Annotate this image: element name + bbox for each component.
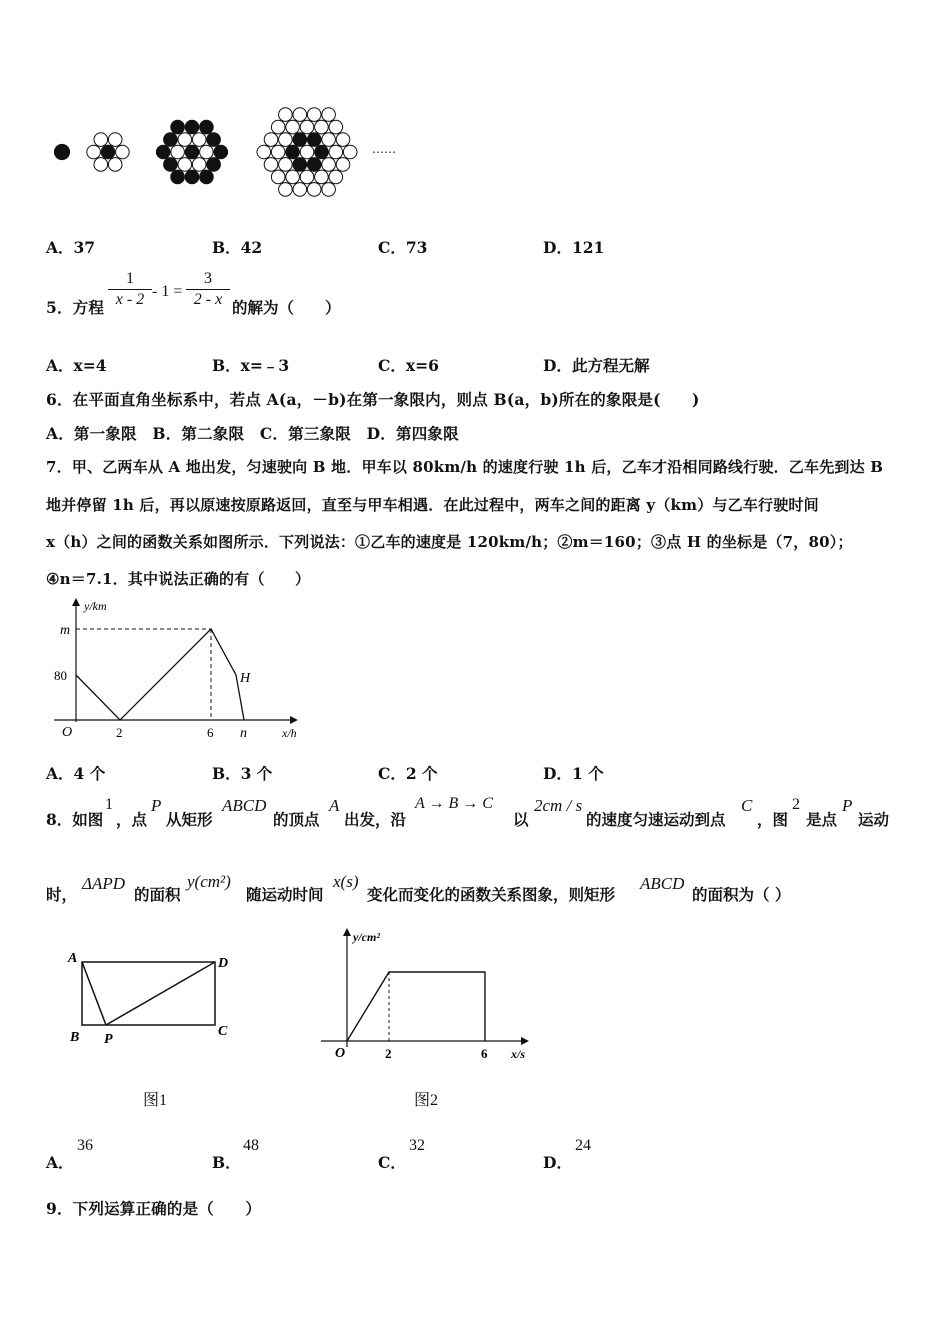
white-dot [322, 158, 336, 172]
q8-line2-a: 时， [46, 885, 78, 904]
q7-y-axis-arrow [72, 598, 80, 606]
black-dot [171, 170, 185, 184]
q5-frac1-denominator: x - 2 [115, 291, 145, 308]
white-dot [271, 120, 285, 134]
q8-option-a-value: 36 [77, 1137, 93, 1154]
white-dot [300, 120, 314, 134]
q5-option-d: D．此方程无解 [543, 356, 650, 375]
white-dot [322, 133, 336, 147]
q5-fraction-1 [108, 270, 152, 309]
black-dot [164, 158, 178, 172]
white-dot [171, 145, 185, 159]
black-dot [164, 133, 178, 147]
q4-option-c: C．73 [378, 238, 428, 257]
black-dot [286, 145, 300, 159]
white-dot [329, 170, 343, 184]
q8-point-c: C [741, 796, 753, 815]
q8-text-10: 运动 [858, 810, 890, 829]
black-dot [171, 120, 185, 134]
q8-fig1-label-a: A [68, 951, 78, 966]
white-dot [315, 120, 329, 134]
black-dot [185, 170, 199, 184]
q8-path: A → B → C [415, 795, 493, 812]
white-dot [264, 133, 278, 147]
white-dot [87, 145, 101, 159]
q5-middle: - 1 = [152, 283, 183, 300]
q8-area-variable: y(cm²) [187, 872, 231, 891]
q7-option-a: A．4 个 [46, 764, 106, 783]
q8-fig2-x-label: x/s [511, 1047, 526, 1061]
q8-text-1: 8．如图 [46, 810, 104, 829]
white-dot [192, 133, 206, 147]
q7-h-label: H [240, 671, 251, 686]
q8-text-6: 以 [513, 810, 529, 829]
white-dot [279, 158, 293, 172]
white-dot [286, 170, 300, 184]
q8-option-a-label: A． [46, 1153, 74, 1172]
q8-line2-d: 变化而变化的函数关系图象，则矩形 [367, 885, 616, 904]
q7-distance-time-graph [44, 596, 314, 746]
white-dot [271, 145, 285, 159]
black-dot [307, 133, 321, 147]
black-dot [307, 158, 321, 172]
black-dot [207, 158, 221, 172]
q4-option-d: D．121 [543, 238, 605, 257]
q7-line-3: x（h）之间的函数关系如图所示．下列说法：①乙车的速度是 120km/h；②m＝160；③点 H 的坐标是（7，80）； [46, 533, 853, 551]
q8-fig1-label-b: B [70, 1030, 80, 1045]
black-dot [101, 145, 115, 159]
q8-fig1-label-c: C [218, 1024, 228, 1039]
q8-line2-b: 的面积 [134, 885, 181, 904]
q8-figure-1-rectangle [60, 945, 250, 1055]
q5-option-c: C．x=6 [378, 356, 439, 375]
white-dot [322, 183, 336, 197]
q8-figure-number-2: 2 [792, 796, 800, 813]
q8-text-4: 的顶点 [273, 810, 320, 829]
q4-option-b: B．42 [212, 238, 263, 257]
white-dot [271, 170, 285, 184]
q7-option-d: D．1 个 [543, 764, 604, 783]
white-dot [192, 158, 206, 172]
q7-option-c: C．2 个 [378, 764, 438, 783]
q8-fig2-x6-label: 6 [481, 1046, 488, 1061]
white-dot [293, 108, 307, 122]
q5-frac2-denominator: 2 - x [193, 291, 223, 308]
q7-x6-label: 6 [207, 725, 214, 740]
q7-line-2: 地并停留 1h 后，再以原速按原路返回，直至与甲车相遇．在此过程中，两车之间的距离 y（km）与乙车行驶时间 [46, 496, 819, 514]
black-dot [156, 145, 170, 159]
q8-fig2-y-label: y/cm² [353, 930, 380, 944]
q8-fig1-label-d: D [218, 956, 229, 971]
q8-option-c-label: C． [378, 1153, 406, 1172]
q7-graph-line [76, 629, 244, 720]
q8-text-8: ，图 [757, 810, 789, 829]
white-dot [108, 133, 122, 147]
q5-fraction-2 [186, 270, 230, 309]
q8-option-d-label: D． [543, 1153, 572, 1172]
q8-text-3: 从矩形 [166, 810, 213, 829]
q8-text-7: 的速度匀速运动到点 [586, 810, 726, 829]
white-dot [94, 158, 108, 172]
white-dot [307, 183, 321, 197]
white-dot [329, 120, 343, 134]
white-dot [307, 108, 321, 122]
q8-text-2: ，点 [116, 810, 148, 829]
white-dot [257, 145, 271, 159]
white-dot [178, 133, 192, 147]
black-dot [54, 144, 69, 159]
white-dot [329, 145, 343, 159]
q7-x-label: x/h [282, 726, 297, 740]
q8-segment-ap [82, 962, 106, 1025]
white-dot [178, 158, 192, 172]
white-dot [315, 170, 329, 184]
q8-speed: 2cm / s [534, 796, 583, 815]
black-dot [200, 170, 214, 184]
q5-suffix: 的解为（ ） [232, 298, 341, 317]
q5-option-a: A．x=4 [46, 356, 107, 375]
q7-m-label: m [60, 623, 71, 638]
q8-option-b-value: 48 [243, 1137, 259, 1154]
white-dot [286, 120, 300, 134]
q8-option-d-value: 24 [575, 1137, 591, 1154]
hexagon-dot-pattern-figure [40, 95, 460, 205]
white-dot [293, 183, 307, 197]
q8-segment-pd [106, 962, 215, 1025]
q5-option-b: B．x=﹣3 [212, 356, 290, 375]
q8-figure-1-caption: 图1 [143, 1092, 168, 1109]
q8-text-9: 是点 [806, 810, 838, 829]
white-dot [279, 108, 293, 122]
q7-option-b: B．3 个 [212, 764, 273, 783]
q8-option-b-label: B． [212, 1153, 241, 1172]
q5-frac1-numerator: 1 [108, 270, 152, 290]
q6-text: 6．在平面直角坐标系中，若点 A(a，－b)在第一象限内，则点 B(a，b)所在的象限是( ) [46, 390, 700, 409]
white-dot [200, 145, 214, 159]
black-dot [293, 158, 307, 172]
q8-option-c-value: 32 [409, 1137, 425, 1154]
white-dot [300, 145, 314, 159]
q8-figure-2-graph [315, 925, 540, 1070]
q8-rectangle-abcd: ABCD [222, 796, 267, 815]
black-dot [207, 133, 221, 147]
q8-figure-2-caption: 图2 [414, 1092, 439, 1109]
q8-fig2-y-axis-arrow [343, 928, 351, 936]
white-dot [264, 158, 278, 172]
q5-prefix: 5．方程 [46, 298, 105, 317]
q8-rectangle-abcd-2: ABCD [640, 874, 685, 893]
q5-frac2-numerator: 3 [186, 270, 230, 290]
white-dot [279, 133, 293, 147]
q9-text: 9．下列运算正确的是（ ） [46, 1199, 262, 1218]
black-dot [315, 145, 329, 159]
q8-point-p: P [151, 796, 162, 815]
q7-n-label: n [240, 726, 247, 741]
black-dot [185, 120, 199, 134]
q8-line2-e: 的面积为（ ） [692, 885, 791, 904]
q7-y-label: y/km [84, 599, 107, 613]
white-dot [94, 133, 108, 147]
q8-line2-c: 随运动时间 [246, 885, 324, 904]
q7-origin-label: O [62, 725, 73, 740]
q8-fig2-x2-label: 2 [385, 1046, 392, 1061]
q8-fig2-x-axis-arrow [521, 1037, 529, 1045]
black-dot [185, 145, 199, 159]
white-dot [336, 133, 350, 147]
q8-figure-number-1: 1 [105, 796, 113, 813]
q8-fig2-origin-label: O [335, 1046, 346, 1061]
q6-options: A．第一象限 B．第二象限 C．第三象限 D．第四象限 [46, 424, 459, 443]
q7-x2-label: 2 [116, 725, 123, 740]
q7-line-4: ④n＝7.1．其中说法正确的有（ ） [46, 570, 311, 588]
q8-time-variable: x(s) [333, 872, 359, 891]
black-dot [200, 120, 214, 134]
q8-triangle-apd: ΔAPD [82, 874, 126, 893]
white-dot [300, 170, 314, 184]
white-dot [108, 158, 122, 172]
black-dot [214, 145, 228, 159]
q8-vertex-a: A [329, 796, 340, 815]
q8-fig2-graph-line [347, 972, 485, 1041]
q4-option-a: A．37 [46, 238, 96, 257]
white-dot [322, 108, 336, 122]
q7-line-1: 7．甲、乙两车从 A 地出发，匀速驶向 B 地．甲车以 80km/h 的速度行驶 1h 后，乙车才沿相同路线行驶．乙车先到达 B [46, 458, 884, 476]
q7-y80-label: 80 [54, 668, 67, 683]
white-dot [336, 158, 350, 172]
white-dot [116, 145, 130, 159]
q7-x-axis-arrow [290, 716, 298, 724]
white-dot [279, 183, 293, 197]
q8-text-5: 出发，沿 [344, 810, 407, 829]
white-dot [343, 145, 357, 159]
pattern-ellipsis: …… [372, 142, 396, 156]
q8-fig1-label-p: P [104, 1032, 113, 1047]
black-dot [293, 133, 307, 147]
q8-point-p-2: P [842, 796, 853, 815]
